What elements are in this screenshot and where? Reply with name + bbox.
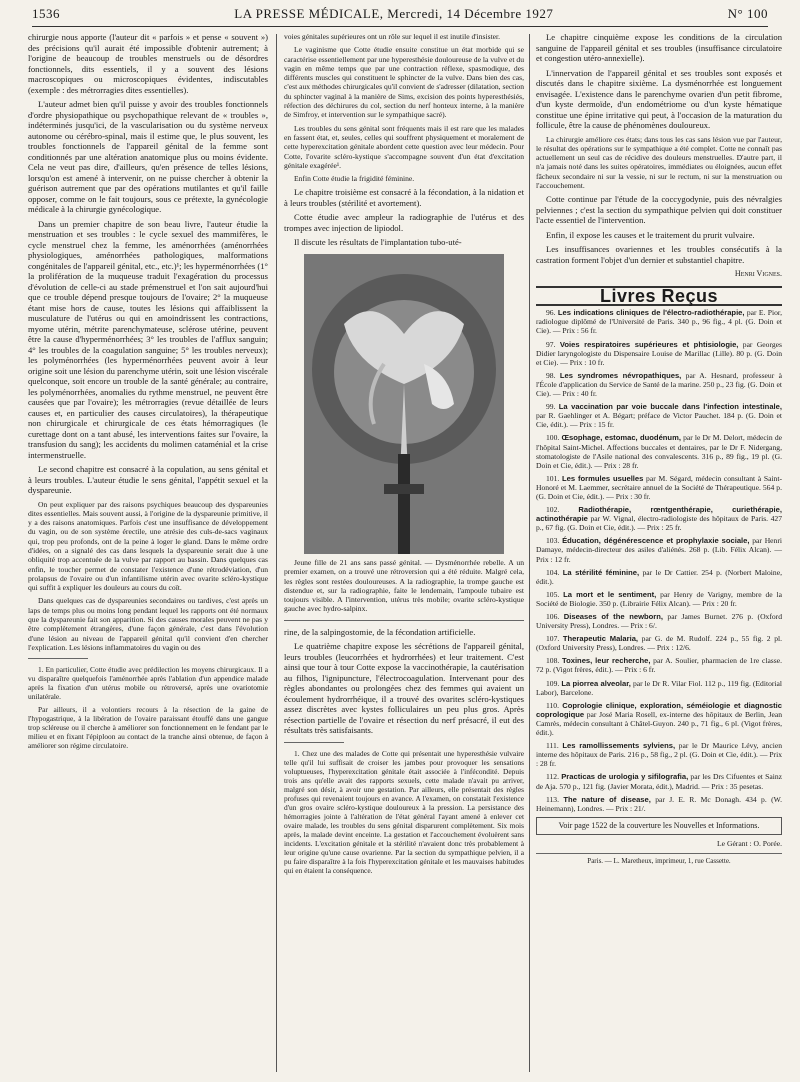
book-entry xyxy=(536,505,782,532)
column-3 xyxy=(536,32,782,867)
paragraph: Il discute les résultats de l'implantation tubo-uté- xyxy=(294,237,462,248)
book-title: Toxines, leur recherche, xyxy=(562,656,651,666)
book-number: 101. xyxy=(546,473,560,483)
book-entry xyxy=(536,536,782,563)
paragraph: Dans quelques cas de dyspareunies secondaires ou tardives, c'est après un laps de temps plus ou moins long pendant lequel les rapports ont été normaux que la dyspareunie fait son apparition. Si des causes morales peuvent ne pas y être complètement étrangères, d'une façon générale, c'est dans l'évolution d'une lésion au niveau de l'appareil génital qu'il convient d'en chercher l'explication. Les lésions inflammatoires du vagin ou des xyxy=(28,596,268,652)
column-rule xyxy=(276,34,277,1072)
paragraph: chirurgie nous apporte (l'auteur dit « parfois » et pense « souvent ») des précisions qu'il aurait été impossible d'obtenir autrement; à l'origine de beaucoup de troubles menstruels ou de désordres fonctionnels, dits essentiels, il y a souvent des lésions macroscopiques ou microscopiques évidentes, indiscutables (exemple : des métrorragies dites essentielles). xyxy=(28,32,268,95)
notice-box: Voir page 1522 de la couverture les Nouvelles et Informations. xyxy=(536,817,782,835)
book-details: par J. E. R. Mc Donagh. 434 p. (W. Heinemann), Londres. — Prix : 21/. xyxy=(536,794,782,813)
footnote-separator xyxy=(28,658,88,659)
book-details: par R. Gaehlinger et A. Bégart; préface de Victor Pauchet. 184 p. (G. Doin et Cie, édit.). — Prix : 15 fr. xyxy=(536,411,782,430)
book-details: par Henri Damaye, médecin-directeur des asiles d'aliénés. 268 p. (Lib. Félix Alcan). — Prix : 12 fr. xyxy=(536,536,782,564)
book-entry xyxy=(536,701,782,737)
column-1 xyxy=(28,32,268,754)
issue-number: N° 100 xyxy=(727,6,768,21)
book-title: Les syndromes névropathiques, xyxy=(559,370,682,380)
book-details: par James Burnet. 276 p. (Oxford University Press), Londres. — Prix : 6/. xyxy=(536,612,782,631)
paragraph: Le quatrième chapitre expose les sécrétions de l'appareil génital, leurs troubles (leucorrhées et hydrorrhées) et leur traitement. C'est ainsi que tour à tour Cotte expose la vaccinothérapie, la cautérisation au filhos, l'ignipuncture, l'électrocoagulation. Intervenant pour des règles abondantes ou prolongées chez des femmes qui avaient un écoulement hydrorrhéique, il a trouvé des ovarites scléro-kystiques assez discrètes avec kystes folliculaires un peu plus gros. Après résection partielle de l'ovaire et résection du nerf présacré, il eut des résultats très satisfaisants. xyxy=(284,641,524,736)
column-rule xyxy=(529,34,530,1072)
paragraph: On peut expliquer par des raisons psychiques beaucoup des dyspareunies dites essentielles. Mais souvent aussi, à l'origine de la dyspareunie primitive, il y a des raisons anatomiques. Parfois c'est une insuffisance de développement du vagin, ou de son système érectile, une atrésie des culs-de-sacs vaginaux qui, trop peu profonds, ont de la peine à loger le gland. Dans le même ordre d'idées, on a signalé des cas dans lesquels la dyspareunie serait due à une obliquité trop accentuée de la vulve par rapport au bassin. Dans quelques cas enfin, le toucher permet de constater l'existence d'une rétrodéviation, d'un prolapsus de l'ovaire ou d'un infantilisme utérin avec ovarite scléro-kystique qui suffit à expliquer les douleurs au cours du coït. xyxy=(28,499,268,593)
book-entry xyxy=(536,795,782,813)
book-entry xyxy=(536,634,782,652)
book-details: par M. Ségard, médecin consultant à Saint-Honoré et M. Laemmer, secrétaire annuel de la Société de Thérapeutique. 564 p. (G. Doin et Cie, édit.). — Prix : 30 fr. xyxy=(536,473,782,501)
book-details: par le Dr M. Delort, médecin de l'hôpital Saint-Michel. Affections buccales et dentaires, par le Dr F. Nidergang, stomatologiste de l'Asile national des convalescents. 316 p., 89 fig., 19 pl. (G. Doin et Cie, édit.). — Prix : 28 fr. xyxy=(536,433,782,470)
book-title: Œsophage, estomac, duodénum, xyxy=(561,433,681,443)
page-header xyxy=(32,6,768,27)
book-entry xyxy=(536,402,782,429)
book-title: Coprologie clinique, exploration, séméiologie et diagnostic coprologique xyxy=(536,700,782,719)
book-list xyxy=(536,308,782,813)
paragraph: Enfin Cotte étudie la frigidité féminine. xyxy=(294,174,415,184)
book-number: 111. xyxy=(546,741,559,751)
book-details: par les Drs Cifuentes et Sainz de Aja. 570 p., 121 fig. (Javier Morata, édit.), Madrid. — Prix : 35 pesetas. xyxy=(536,772,782,791)
book-details: par le Dr R. Vilar Fiol. 112 p., 119 fig. (Editorial Labor), Barcelone. xyxy=(536,678,782,697)
paragraph: Enfin, il expose les causes et le traitement du prurit vulvaire. xyxy=(546,229,755,240)
figure-caption: Jeune fille de 21 ans sans passé génital. — Dysménorrhée rebelle. A un premier examen, on a trouvé une rétroversion qui a été réduite. Malgré cela, les règles sont restées douloureuses. A la radiographie, la trompe gauche est distendue et, sur la radiographie, faite le lendemain, l'ampoule tubaire est toujours visible. A l'intervention, utérus très mobile; ovarite scléro-kystique gauche avec hydro-salpinx. xyxy=(284,557,524,614)
book-number: 110. xyxy=(546,700,560,710)
paragraph: Cotte continue par l'étude de la coccygodynie, puis des névralgies pelviennes ; c'est la section du sympathique pelvien qui doit constituer l'acte essentiel de l'intervention. xyxy=(536,194,782,226)
book-number: 108. xyxy=(546,656,560,666)
book-title: Practicas de urologia y sifilografia, xyxy=(561,772,689,782)
footnote: 1. Chez une des malades de Cotte qui présentait une hyperesthésie vulvaire telle qu'il lui suffisait de croiser les jambes pour provoquer les sensations voluptueuses, l'hyperexcitation génitale était associée à l'infécondité. Depuis trois ans qu'elle avait des rapports sexuels, cette malade n'avait pu arriver, malgré son désir, à avoir une gestation. Par ailleurs, elle présentait des règles profuses qui revenaient toujours en avance. A l'examen, on constatait l'existence d'un gros ovaire scléro-kystique douloureux à la pression. La persistance des hémorragies jointe à l'altération de l'état général l'ayant amené à enlever cet ovaire malade, les troubles du sens génital disparurent complètement. Six mois après, la malade devint enceinte. La gestation et l'accouchement évoluèrent sans incidents. L'excitation génitale et la stérilité n'avaient donc très probablement à leur origine qu'une cause ovarienne. Par la section du sympathique pelvien, il a pu faire disparaître à la fois l'hyperexcitation génitale et les mauvaises habitudes qui en étaient la conséquence. xyxy=(284,748,524,875)
paragraph: Le vaginisme que Cotte étudie ensuite constitue un état morbide qui se caractérise essentiellement par une hyperesthésie douloureuse de la vulve et du vagin en même temps que par une contraction réflexe, spasmodique, des différents muscles qui constituent le sphincter de la vulve. Dans bien des cas, c'est aux méthodes chirurgicales qu'il convient de s'adresser (dilatation, section du sphincter vaginal à la manière de Sims, excision des points hyperesthésiés, réfection des déchirures du col, section du nerf honteux interne, à la manière de Simfroy, et intervention sur le sympathique sacré). xyxy=(284,45,524,120)
paragraph: La chirurgie améliore ces états; dans tous les cas sans lésion vue par l'auteur, le résultat des opérations sur le sympathique a été complet. Cotte ne connaît pas actuellement un seul cas de récidive des douleurs menstruelles. D'autre part, il n'a jamais noté dans les suites opératoires, immédiates ou éloignées, aucun effet fâcheux secondaire ni sur la vessie, ni sur le rectum, ni sur la menstruation ou l'accouchement. xyxy=(536,134,782,190)
book-entry xyxy=(536,568,782,586)
author-signature: Henri Vignes. xyxy=(734,269,782,279)
book-title: Radiothérapie, rœntgenthérapie, curiethérapie, actinothérapie xyxy=(536,505,782,524)
book-title: The nature of disease, xyxy=(563,794,651,804)
book-number: 105. xyxy=(546,589,560,599)
section-title-livres-recus: Livres Reçus xyxy=(536,286,782,307)
book-entry xyxy=(536,340,782,367)
book-title: La vaccination par voie buccale dans l'infection intestinale, xyxy=(558,402,782,412)
page-number: 1536 xyxy=(32,6,60,21)
book-entry xyxy=(536,474,782,501)
book-details: par Henry de Varigny, membre de la Société de Biologie. 350 p. (Librairie Félix Alcan). — Prix : 20 fr. xyxy=(536,589,783,608)
book-number: 103. xyxy=(546,536,560,546)
book-entry xyxy=(536,772,782,790)
book-title: Les formules usuelles xyxy=(562,473,644,483)
paragraph: Le chapitre troisième est consacré à la fécondation, à la nidation et à leurs troubles (stérilité et avortement). xyxy=(284,187,524,208)
book-title: Therapeutic Malaria, xyxy=(562,634,639,644)
book-details: par G. de M. Rudolf. 224 p., 55 fig. 2 pl. (Oxford University Press), Londres. — Prix : 12/6. xyxy=(536,634,783,653)
separator xyxy=(284,620,524,621)
book-details: par A. Hesnard, professeur à l'École d'application du Service de Santé de la marine. 250 p., 23 fig. (G. Doin et Cie). — Prix : 40 fr. xyxy=(536,370,782,399)
book-title: Éducation, dégénérescence et prophylaxie sociale, xyxy=(562,536,750,546)
book-entry xyxy=(536,612,782,630)
paragraph: Dans un premier chapitre de son beau livre, l'auteur étudie la menstruation et ses troubles : le cycle sexuel des mammifères, le cycle menstruel chez la femme, les aménorrhées (aménorrhées physiologiques, aménorrhées pathologiques, malformations congénitales de l'appareil génital, etc., etc.)¹; les hyperménorrhées (1° la prolifération de la muqueuse traduit l'exagération du processus d'évolution de celle-ci au stade prémenstruel et l'on sait aujourd'hui que ce trouble dépend presque toujours de l'ovaire; 2° la muqueuse étant mise hors de cause, toutes les lésions qui affaiblissent la musculature de l'utérus ou qui en amoindrissent les contractions, myome utérin, métrite parenchymateuse, sclérose utérine, peuvent être la cause d'hyperménorrhées; 3° les troubles de l'afflux sanguin; 4° les troubles de la coagulation sanguine; 5° les troubles nerveux); les polyménorrhées (les hyperménorrhées peuvent avoir à leur origine soit une lésion du parenchyme utérin, soit une lésion viscérale quelconque, soit encore un trouble de la santé générale; au contraire, les polyménorrhées, anomalies du rythme menstruel, ne peuvent être causées que par l'ovaire); les métrorragies (revue détaillée de leurs causes et, en particulier des causes circulatoires), la thérapeutique non chirurgicale et chirurgicale de ces états hémorragiques (le curettage dont on a tant abusé, les interventions faites sur l'ovaire, la transfusion du sang); les accidents du molimen cataménial et la crise intermenstruelle. xyxy=(28,218,268,460)
book-number: 96. xyxy=(546,308,556,318)
footnote: Par ailleurs, il a volontiers recours à la résection de la gaine de l'hypogastrique, à la libération de l'ovaire paraissant étouffé dans une gangue trop scléreuse ou il cherche à améliorer son fonctionnement en le fendant par le milieu et en fixant l'épiploon au contact de la tranche ainsi obtenue, de façon à améliorer son régime circulatoire. xyxy=(28,705,268,751)
book-title: La stérilité féminine, xyxy=(562,567,640,577)
book-entry xyxy=(536,590,782,608)
book-details: par A. Soulier, pharmacien de 1re classe. 72 p. (Vigot frères, édit.). — Prix : 6 fr. xyxy=(536,656,782,675)
book-title: La mort et le sentiment, xyxy=(563,589,657,599)
paragraph: L'innervation de l'appareil génital et ses troubles sont exposés et discutés dans le chapitre sixième. La dysménorrhée est longuement envisagée. L'existence dans le parenchyme ovarien d'un petit fibrome, d'un kyste dermoïde, d'un endométriome ou d'un kyste hématique constitue une épine irritative qui peut, à l'occasion de la maturation du follicule, être la cause de phénomènes douloureux. xyxy=(536,67,782,130)
book-number: 104. xyxy=(546,567,560,577)
book-title: Voies respiratoires supérieures et phtisiologie, xyxy=(559,339,739,349)
paragraph: Les insuffisances ovariennes et les troubles consécutifs à la castration forment l'objet d'un dernier et substantiel chapitre. xyxy=(536,244,782,265)
book-details: par le Dr Cattier. 254 p. (Norbert Maloine, édit.). xyxy=(536,567,782,586)
book-number: 106. xyxy=(546,612,560,621)
book-number: 113. xyxy=(546,794,560,804)
paragraph: Cotte étudie avec ampleur la radiographie de l'utérus et des trompes avec injection de lipiodol. xyxy=(284,212,524,233)
book-title: Les ramollissements sylviens, xyxy=(562,741,676,751)
book-number: 99. xyxy=(546,402,556,412)
book-number: 112. xyxy=(546,772,560,782)
book-number: 100. xyxy=(546,433,560,443)
gerant-line: Le Gérant : O. Porée. xyxy=(717,838,782,848)
paragraph: Le second chapitre est consacré à la copulation, au sens génital et à leurs troubles. L'auteur étudie le sens génital, l'appétit sexuel et la dyspareunie. xyxy=(28,464,268,495)
book-title: Les indications cliniques de l'électro-radiothérapie, xyxy=(557,308,745,318)
journal-title: LA PRESSE MÉDICALE, Mercredi, 14 Décembre 1927 xyxy=(234,6,554,21)
book-number: 107. xyxy=(546,634,560,644)
book-entry xyxy=(536,679,782,697)
book-details: par José Maria Rosell, ex-interne des hôpitaux de Berlin, Jean Camrès, médecin consultant à Châtel-Guyon. 240 p., 71 fig., 6 pl. (Vigot frères, édit.). xyxy=(536,709,782,738)
book-number: 97. xyxy=(546,339,556,349)
book-entry xyxy=(536,433,782,469)
paragraph: L'auteur admet bien qu'il puisse y avoir des troubles fonctionnels d'ordre physiopathique ou psychopathique relevant de « troubles », indéterminés jusqu'ici, de la vascularisation ou du système nerveux autonome ou cérébro-spinal, mais il estime que, le plus souvent, les troubles fonctionnels de l'appareil génital de la femme sont conditionnés par une altération anatomique plus ou moins évidente. Cela ne veut pas dire, d'ailleurs, qu'en présence de telles lésions, lorsqu'on est amené à intervenir, on ne puisse chercher à obtenir la guérison autrement que par des opérations mutilantes et qu'il faille opposer, comme on le fait toujours, sous ce prétexte, la gynécologie médicale à la chirurgie gynécologique. xyxy=(28,99,268,214)
paragraph: Les troubles du sens génital sont fréquents mais il est rare que les malades en fassent état, et, seules, celles qui souffrent physiquement et moralement de cette hyperexcitation génitale abordent cette question avec leur médecin. Pour Cotte, l'ovarite scléro-kystique s'accompagne souvent d'un état d'excitation génitale exagérée¹. xyxy=(284,123,524,170)
footnote: 1. En particulier, Cotte étudie avec prédilection les moyens chirurgicaux. Il a vu disparaître quelquefois l'aménorrhée après l'ablation d'un appendice malade après la fixation d'un utérus mobile ou rétroversé, après une ovariotomie unilatérale. xyxy=(28,665,268,702)
book-entry xyxy=(536,371,782,398)
book-number: 102. xyxy=(546,505,560,515)
book-entry xyxy=(536,308,782,335)
book-title: La piorrea alveolar, xyxy=(561,678,631,688)
printer-line: Paris. — L. Maretheux, imprimeur, 1, rue Cassette. xyxy=(536,853,782,867)
book-entry xyxy=(536,656,782,674)
book-entry xyxy=(536,741,782,768)
book-title: Diseases of the newborn, xyxy=(563,612,663,621)
paragraph: voies génitales supérieures ont un rôle sur lequel il est inutile d'insister. xyxy=(284,32,501,41)
paragraph: Le chapitre cinquième expose les conditions de la circulation sanguine de l'appareil génital et ses troubles (insuffisance circulatoire et congestion utéro-annexielle). xyxy=(536,32,782,63)
book-number: 98. xyxy=(546,370,556,380)
book-details: par Georges Didier laryngologiste du Dispensaire Louise de Marillac (Lille). 80 p. (G. Doin et Cie). — Prix : 10 fr. xyxy=(536,339,782,367)
book-number: 109. xyxy=(546,678,560,688)
paragraph: rine, de la salpingostomie, de la fécondation artificielle. xyxy=(284,626,476,637)
book-details: par E. Pior, radiologue diplômé de l'Université de Paris. 340 p., 96 fig., 4 pl. (G. Doin et Cie). — Prix : 56 fr. xyxy=(536,308,783,336)
footnote-separator xyxy=(284,742,344,743)
column-2 xyxy=(284,32,524,879)
radiograph-image xyxy=(304,254,504,554)
radiograph-illustration xyxy=(304,254,504,554)
book-details: par W. Vignal, électro-radiologiste des hôpitaux de Paris. 427 p., 67 fig. (G. Doin et Cie, édit.). — Prix : 25 fr. xyxy=(536,514,782,533)
book-details: par le Dr Maurice Lévy, ancien interne des hôpitaux de Paris. 216 p., 58 fig., 2 pl. (G. Doin et Cie, édit.). — Prix : 28 fr. xyxy=(536,741,782,769)
